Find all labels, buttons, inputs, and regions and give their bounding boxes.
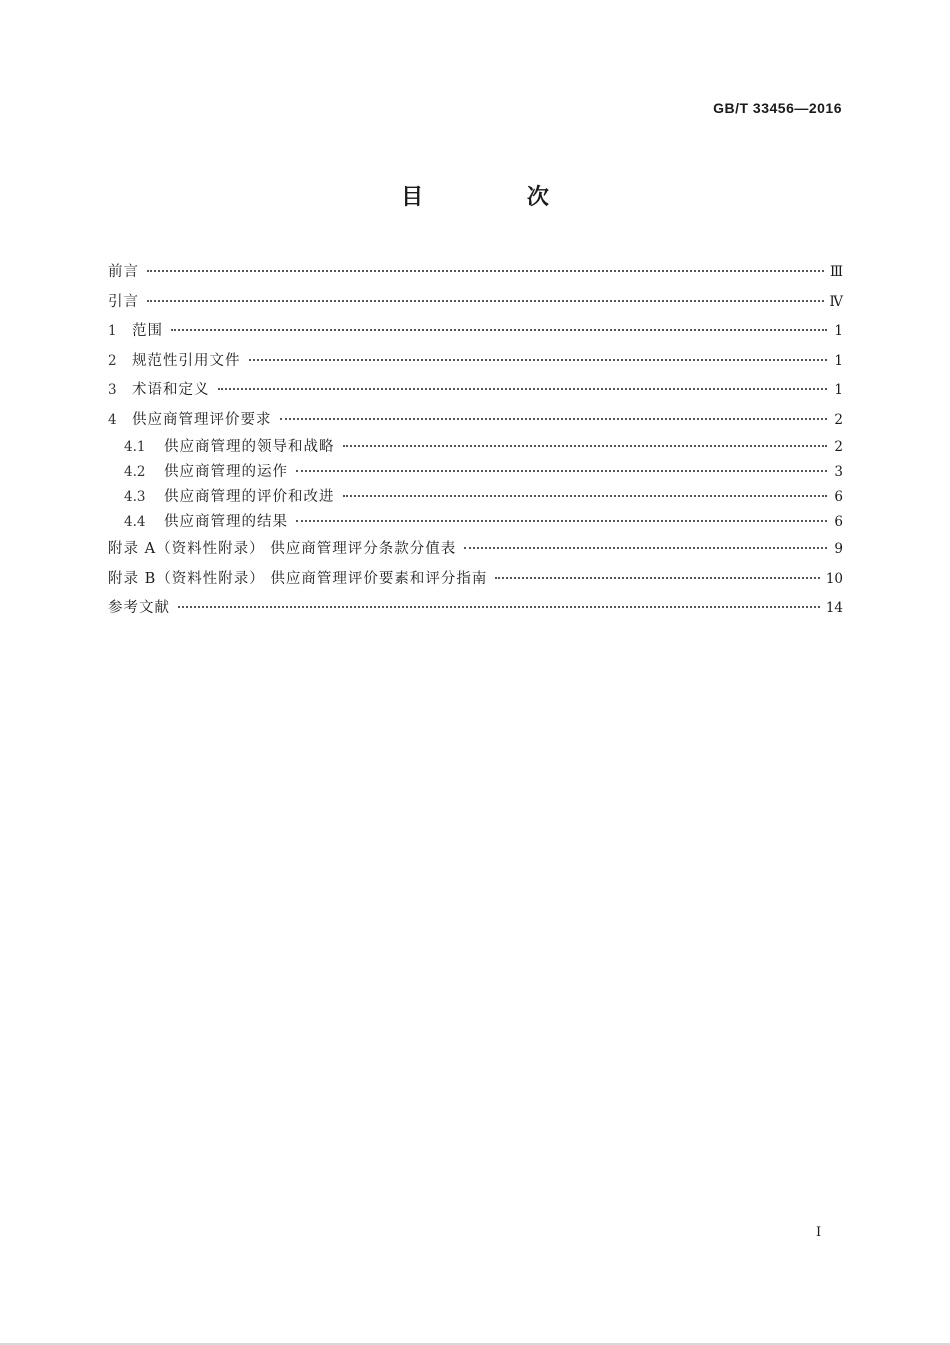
- dot-leader: [343, 495, 828, 497]
- toc-title: 目 次: [401, 185, 597, 210]
- dot-leader: [171, 329, 827, 331]
- dot-leader: [147, 270, 824, 272]
- toc-entry-appendix-b[interactable]: [108, 565, 843, 595]
- toc-entry-scope[interactable]: [108, 317, 843, 347]
- toc-entry-page: 6: [834, 489, 843, 505]
- dot-leader: [147, 300, 824, 302]
- toc-entry-number: 2: [108, 352, 117, 369]
- toc-entry-bibliography[interactable]: [108, 594, 843, 624]
- toc-entry-label: 术语和定义: [132, 382, 210, 398]
- toc-entry-label: 范围: [132, 323, 163, 339]
- dot-leader: [464, 547, 827, 549]
- toc-entry-label: 附录 A（资料性附录） 供应商管理评分条款分值表: [108, 541, 457, 557]
- toc-entry-4-2[interactable]: [108, 460, 843, 485]
- toc-entry-page: 9: [834, 541, 843, 557]
- toc-entry-4-1[interactable]: [108, 435, 843, 460]
- toc-entry-label: 规范性引用文件: [132, 352, 241, 369]
- dot-leader: [343, 445, 828, 447]
- toc-entry-label: 供应商管理评价要求: [132, 411, 272, 428]
- dot-leader: [178, 606, 820, 608]
- toc-entry-4-3[interactable]: [108, 485, 843, 510]
- table-of-contents: [108, 258, 843, 624]
- page-number: Ⅰ: [816, 1225, 822, 1240]
- dot-leader: [296, 470, 827, 472]
- toc-entry-page: 3: [834, 464, 843, 480]
- toc-entry-page: Ⅳ: [829, 293, 843, 310]
- toc-entry-label: 附录 B（资料性附录） 供应商管理评价要素和评分指南: [108, 570, 488, 587]
- toc-entry-number: 1: [108, 323, 117, 339]
- toc-entry-page: 1: [834, 352, 843, 369]
- toc-entry-number: 4.4: [124, 514, 146, 530]
- toc-entry-label: 供应商管理的评价和改进: [164, 489, 335, 505]
- standard-code: GB/T 33456—2016: [713, 100, 842, 116]
- toc-entry-page: 1: [834, 323, 843, 339]
- toc-entry-label: 参考文献: [108, 600, 170, 616]
- toc-entry-label: 供应商管理的运作: [164, 464, 288, 480]
- toc-entry-number: 3: [108, 382, 117, 398]
- toc-entry-introduction[interactable]: [108, 288, 843, 318]
- toc-entry-4-4[interactable]: [108, 510, 843, 535]
- toc-entry-number: 4.3: [124, 489, 146, 505]
- toc-entry-label: 供应商管理的领导和战略: [164, 439, 335, 455]
- toc-entry-number: 4.1: [124, 439, 146, 455]
- toc-entry-page: 6: [834, 514, 843, 530]
- toc-entry-label: 供应商管理的结果: [164, 514, 288, 530]
- toc-entry-page: 14: [825, 600, 843, 616]
- dot-leader: [296, 520, 827, 522]
- dot-leader: [495, 577, 819, 579]
- toc-entry-page: 2: [834, 439, 843, 455]
- toc-entry-label: 前言: [108, 264, 139, 280]
- toc-entry-appendix-a[interactable]: [108, 535, 843, 565]
- toc-entry-evaluation-requirements[interactable]: [108, 406, 843, 436]
- toc-entry-label: 引言: [108, 293, 139, 310]
- toc-entry-normative-references[interactable]: [108, 347, 843, 377]
- toc-entry-foreword[interactable]: [108, 258, 843, 288]
- toc-entry-page: 2: [834, 411, 843, 428]
- toc-entry-page: Ⅲ: [829, 264, 843, 280]
- toc-entry-number: 4.2: [124, 464, 146, 480]
- toc-entry-terms-definitions[interactable]: [108, 376, 843, 406]
- dot-leader: [218, 388, 828, 390]
- dot-leader: [280, 418, 828, 420]
- toc-entry-page: 1: [834, 382, 843, 398]
- toc-entry-number: 4: [108, 411, 117, 428]
- toc-entry-page: 10: [825, 570, 843, 587]
- dot-leader: [249, 359, 828, 361]
